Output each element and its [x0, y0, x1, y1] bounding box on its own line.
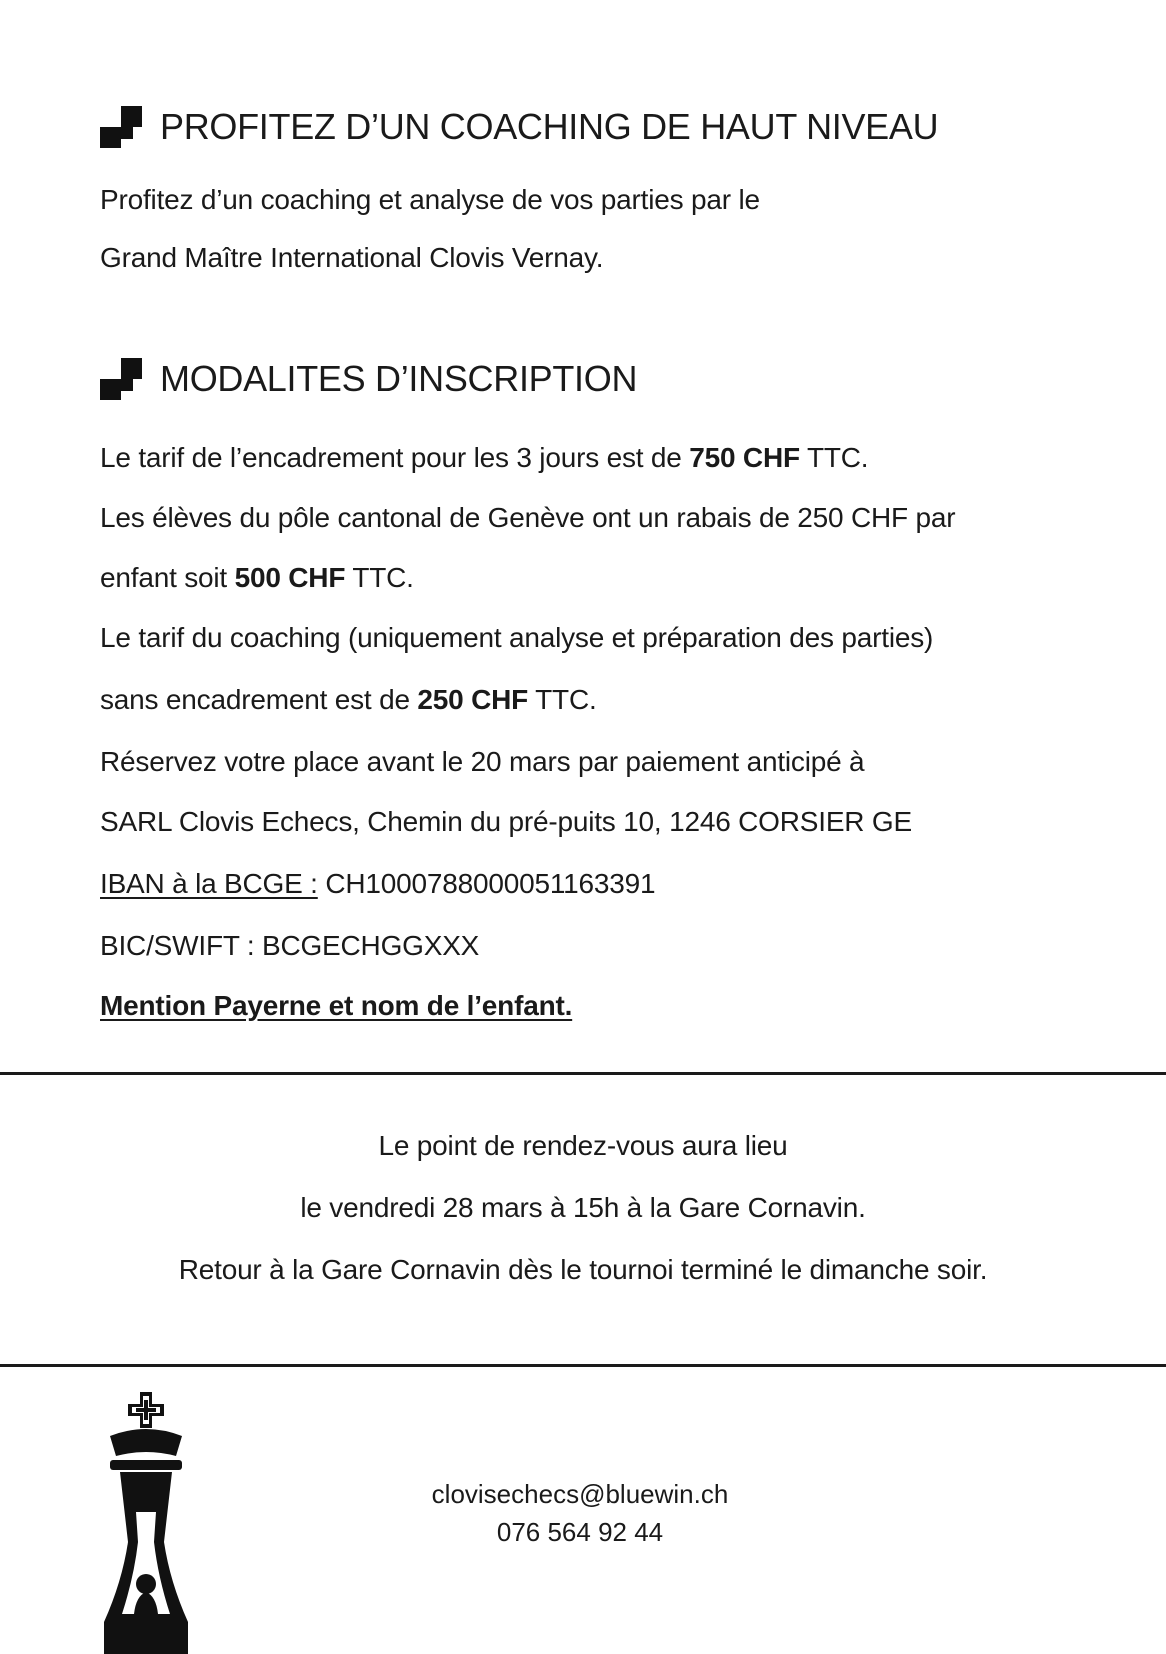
inscription-heading	[100, 358, 637, 400]
rendezvous-line-1: Le point de rendez-vous aura lieu	[378, 1130, 788, 1161]
coaching-line-1: Profitez d’un coaching et analyse de vos parties par le	[100, 184, 760, 215]
inscription-heading-text: MODALITES D’INSCRIPTION	[160, 358, 638, 399]
tarif-line	[100, 440, 868, 476]
chess-king-icon	[96, 1392, 196, 1654]
coaching-line-2: Grand Maître International Clovis Vernay.	[100, 242, 604, 273]
address-line: SARL Clovis Echecs, Chemin du pré-puits 10, 1246 CORSIER GE	[100, 806, 912, 837]
pole-price: 500 CHF	[234, 562, 346, 593]
coaching-heading	[100, 106, 938, 148]
iban-label: IBAN à la BCGE :	[100, 868, 318, 899]
pole-price-line	[100, 560, 414, 596]
contact-email: clovisechecs@bluewin.ch	[431, 1479, 729, 1509]
coaching-tarif-line: Le tarif du coaching (uniquement analyse et préparation des parties)	[100, 622, 934, 653]
coaching-heading-text: PROFITEZ D’UN COACHING DE HAUT NIVEAU	[160, 106, 939, 147]
iban-value: CH1000788000051163391	[317, 868, 656, 899]
reserve-line: Réservez votre place avant le 20 mars par paiement anticipé à	[100, 746, 865, 777]
tarif-prefix: Le tarif de l’encadrement pour les 3 jours est de	[100, 442, 690, 473]
pole-suffix: TTC.	[345, 562, 414, 593]
divider-top	[0, 1072, 1166, 1075]
tarif-price: 750 CHF	[689, 442, 800, 473]
rendezvous-line-2: le vendredi 28 mars à 15h à la Gare Cornavin.	[300, 1192, 866, 1223]
coaching-price: 250 CHF	[417, 684, 529, 715]
coaching-suffix: TTC.	[528, 684, 597, 715]
rendezvous-line-3: Retour à la Gare Cornavin dès le tournoi terminé le dimanche soir.	[178, 1254, 988, 1285]
bic-line: BIC/SWIFT : BCGECHGGXXX	[100, 930, 480, 961]
iban-line	[100, 866, 655, 902]
coaching-prefix: sans encadrement est de	[100, 684, 418, 715]
chessboard-squares-icon	[100, 358, 142, 400]
contact-phone: 076 564 92 44	[496, 1517, 664, 1547]
mention-line: Mention Payerne et nom de l’enfant.	[100, 990, 573, 1021]
tarif-suffix: TTC.	[799, 442, 869, 473]
pole-line: Les élèves du pôle cantonal de Genève ont un rabais de 250 CHF par	[100, 502, 956, 533]
chessboard-squares-icon	[100, 106, 142, 148]
divider-bottom	[0, 1364, 1166, 1367]
pole-prefix: enfant soit	[100, 562, 235, 593]
coaching-price-line	[100, 682, 597, 718]
